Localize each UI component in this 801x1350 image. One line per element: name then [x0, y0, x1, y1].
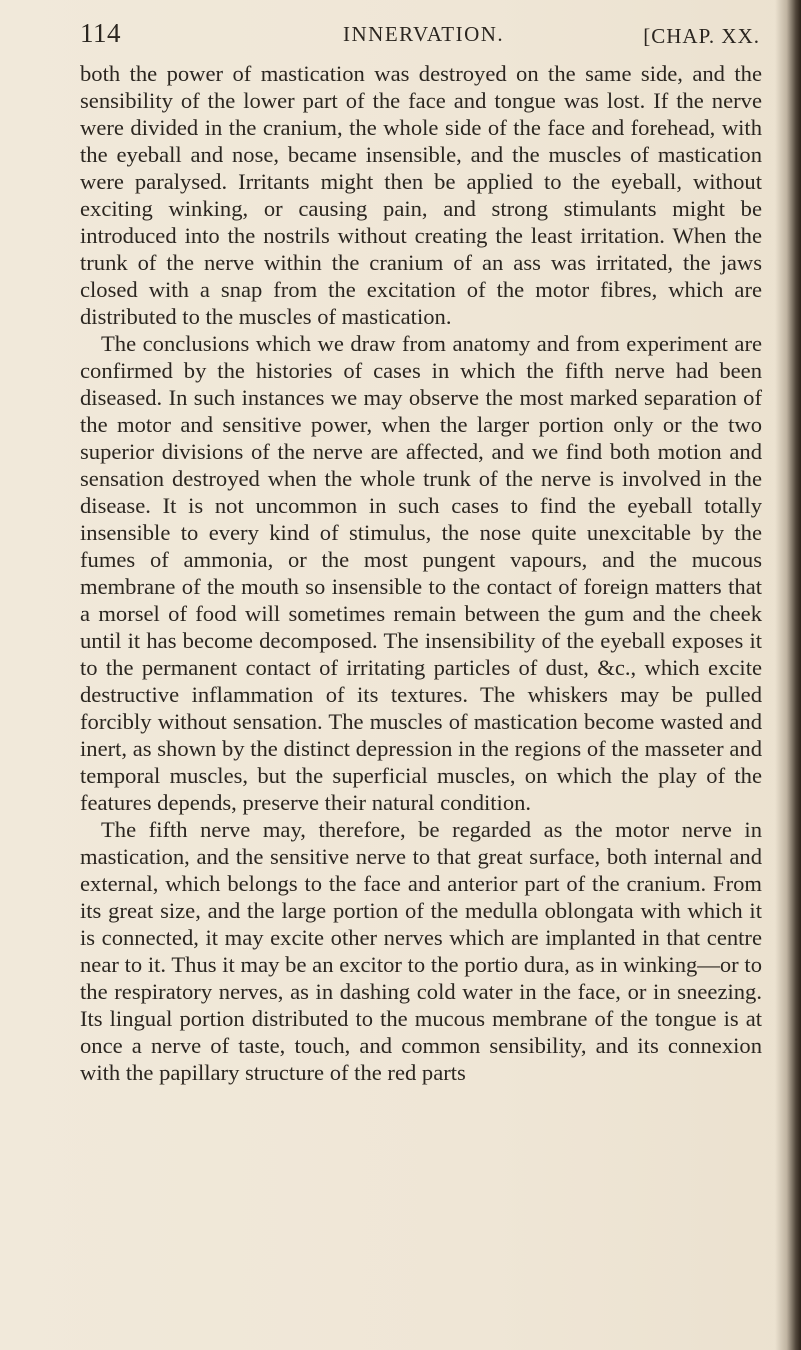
page-number: 114 — [80, 18, 121, 48]
paragraph: The conclusions which we draw from anatomy and from experiment are confirmed by the histories of cases in which the fifth nerve had been diseased. In such instances we may observe the most marked separation of the motor and sensitive power, when the larger portion only or the two superior divisions of the nerve are affected, and we find both motion and sensation destroyed when the whole trunk of the nerve is involved in the disease. It is not uncommon in such cases to find the eyeball totally insensible to every kind of stimulus, the nose quite unexcitable by the fumes of ammonia, or the most pungent vapours, and the mucous membrane of the mouth so insensible to the contact of foreign matters that a morsel of food will sometimes remain between the gum and the cheek until it has become decomposed. The insensibility of the eyeball exposes it to the permanent contact of irritating particles of dust, &c., which excite destructive inflammation of its textures. The whiskers may be pulled forcibly without sensation. The muscles of mastication become wasted and inert, as shown by the distinct depression in the regions of the masseter and temporal muscles, but the superficial muscles, on which the play of the features depends, preserve their natural condition. — [80, 331, 762, 815]
paragraph: The fifth nerve may, therefore, be regarded as the motor nerve in mastication, and the sensitive nerve to that great surface, both internal and external, which belongs to the face and anterior part of the cranium. From its great size, and the large portion of the medulla oblongata with which it is connected, it may excite other nerves which are implanted in that centre near to it. Thus it may be an excitor to the portio dura, as in winking—or to the respiratory nerves, as in dashing cold water in the face, or in sneezing. Its lingual portion distributed to the mucous membrane of the tongue is at once a nerve of taste, touch, and common sensibility, and its connexion with the papillary structure of the red parts — [80, 817, 762, 1085]
page-header — [80, 18, 760, 52]
chapter-marker: [CHAP. XX. — [643, 24, 760, 48]
body-text — [80, 60, 762, 1086]
running-head: INNERVATION. — [343, 22, 505, 46]
paragraph: both the power of mastication was destroyed on the same side, and the sensibility of the lower part of the face and tongue was lost. If the nerve were divided in the cranium, the whole side of the face and forehead, with the eyeball and nose, became insensible, and the muscles of mastication were paralysed. Irritants might then be applied to the eyeball, without exciting winking, or causing pain, and strong stimulants might be introduced into the nostrils without creating the least irritation. When the trunk of the nerve within the cranium of an ass was irritated, the jaws closed with a snap from the excitation of the motor fibres, which are distributed to the muscles of mastication. — [80, 61, 762, 329]
page-edge-shadow — [775, 0, 801, 1350]
